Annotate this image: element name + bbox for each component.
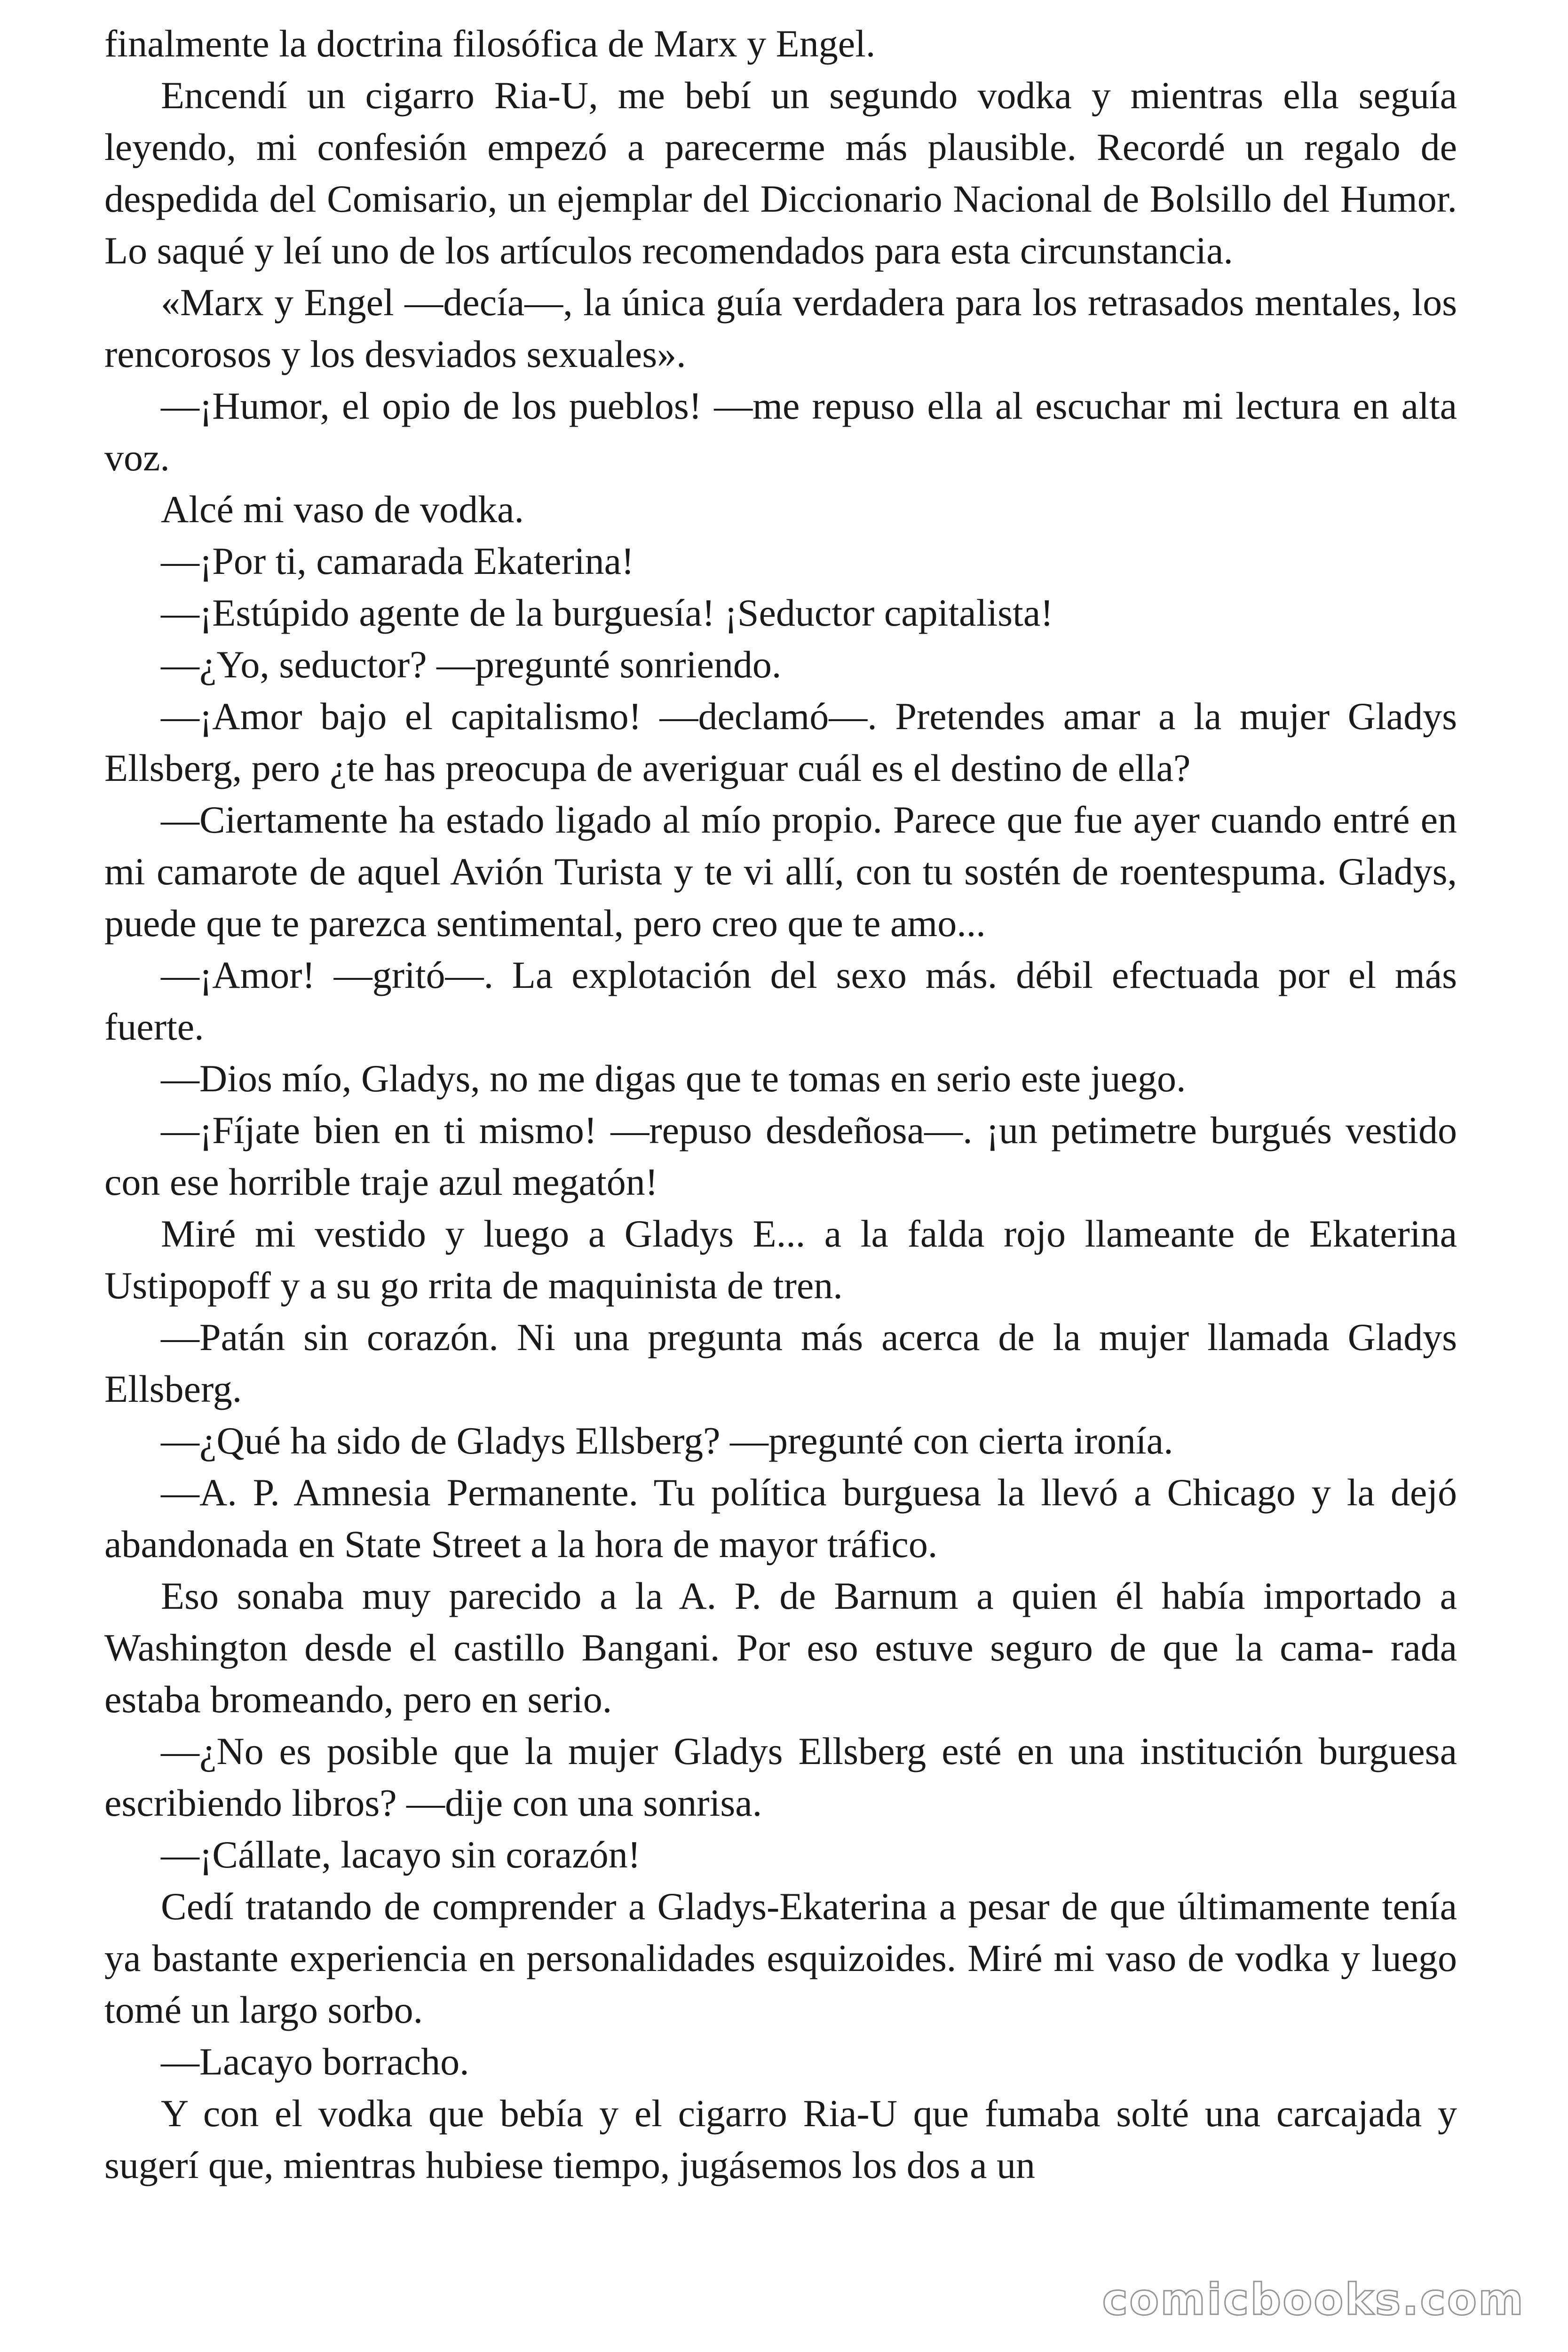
paragraph: —Ciertamente ha estado ligado al mío propio. Parece que fue ayer cuando entré en mi camarote de aquel Avión Turista y te vi allí, con tu sostén de roentespuma. Gladys, puede que te parezca sentimental, pero creo que te amo... xyxy=(104,798,1457,945)
paragraph: Encendí un cigarro Ria-U, me bebí un segundo vodka y mientras ella seguía leyendo, mi confesión empezó a parecerme más plausible. Recordé un regalo de despedida del Comisario, un ejemplar del Diccionario Nacional de Bolsillo del Humor. Lo saqué y leí uno de los artículos recomendados para esta circunstancia. xyxy=(104,74,1457,272)
paragraph: Miré mi vestido y luego a Gladys E... a la falda rojo llameante de Ekaterina Ustipopoff y a su go rrita de maquinista de tren. xyxy=(104,1212,1457,1307)
paragraph: —¡Amor bajo el capitalismo! —declamó—. Pretendes amar a la mujer Gladys Ellsberg, pero ¿te has preocupa de averiguar cuál es el destino de ella? xyxy=(104,695,1457,789)
paragraph: —¡Amor! —gritó—. La explotación del sexo más. débil efectuada por el más fuerte. xyxy=(104,954,1457,1048)
paragraph: Cedí tratando de comprender a Gladys-Ekaterina a pesar de que últimamente tenía ya bastante experiencia en personalidades esquizoides. Miré mi vaso de vodka y luego tomé un largo sorbo. xyxy=(104,1885,1457,2031)
paragraph: Eso sonaba muy parecido a la A. P. de Barnum a quien él había importado a Washington desde el castillo Bangani. Por eso estuve seguro de que la cama- rada estaba bromeando, pero en serio. xyxy=(104,1574,1457,1721)
paragraph: —¡Cállate, lacayo sin corazón! xyxy=(161,1833,641,1876)
paragraph: —Patán sin corazón. Ni una pregunta más acerca de la mujer llamada Gladys Ellsberg. xyxy=(104,1316,1457,1410)
paragraph: Y con el vodka que bebía y el cigarro Ria-U que fumaba solté una carcajada y sugerí que, mientras hubiese tiempo, jugásemos los dos a un xyxy=(104,2092,1457,2186)
paragraph: —Lacayo borracho. xyxy=(161,2040,469,2083)
paragraph: —¿No es posible que la mujer Gladys Ellsberg esté en una institución burguesa escribiendo libros? —dije con una sonrisa. xyxy=(104,1730,1457,1824)
paragraph: —Dios mío, Gladys, no me digas que te tomas en serio este juego. xyxy=(161,1057,1186,1100)
paragraph: —¡Fíjate bien en ti mismo! —repuso desdeñosa—. ¡un petimetre burgués vestido con ese horrible traje azul megatón! xyxy=(104,1109,1457,1203)
paragraph: —¡Estúpido agente de la burguesía! ¡Seductor capitalista! xyxy=(161,591,1053,634)
paragraph: Alcé mi vaso de vodka. xyxy=(161,488,524,531)
paragraph: —¡Por ti, camarada Ekaterina! xyxy=(161,540,634,582)
book-page xyxy=(104,18,1457,2191)
watermark-logo: comicbooks.com xyxy=(1102,2274,1525,2325)
paragraph: finalmente la doctrina filosófica de Marx y Engel. xyxy=(104,22,876,65)
paragraph: —¿Qué ha sido de Gladys Ellsberg? —pregunté con cierta ironía. xyxy=(161,1419,1173,1462)
paragraph: —A. P. Amnesia Permanente. Tu política burguesa la llevó a Chicago y la dejó abandonada en State Street a la hora de mayor tráfico. xyxy=(104,1471,1457,1565)
paragraph: —¡Humor, el opio de los pueblos! —me repuso ella al escuchar mi lectura en alta voz. xyxy=(104,384,1457,479)
paragraph: «Marx y Engel —decía—, la única guía verdadera para los retrasados mentales, los rencorosos y los desviados sexuales». xyxy=(104,281,1457,375)
paragraph: —¿Yo, seductor? —pregunté sonriendo. xyxy=(161,643,782,686)
